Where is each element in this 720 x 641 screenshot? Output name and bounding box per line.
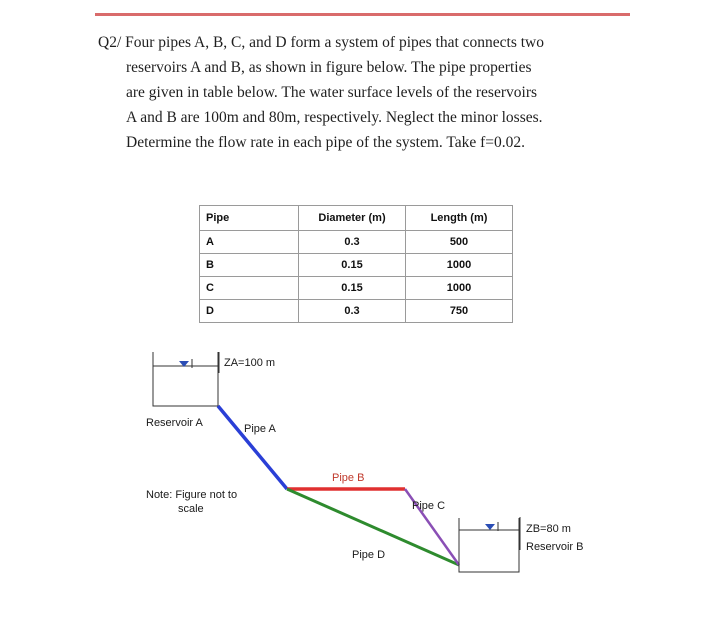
reservoir-a-label: Reservoir A <box>146 417 203 429</box>
note-line-1: Note: Figure not to <box>146 489 238 501</box>
header-pipe: Pipe <box>200 206 299 231</box>
zb-label: ZB=80 m <box>526 523 571 535</box>
question-line-2: reservoirs A and B, as shown in figure below. The pipe properties <box>126 59 532 76</box>
cell-pipe: A <box>200 231 299 254</box>
cell-pipe: D <box>200 300 299 323</box>
cell-pipe: B <box>200 254 299 277</box>
cell-length: 750 <box>406 300 513 323</box>
cell-diameter: 0.3 <box>299 231 406 254</box>
question-line-5: Determine the flow rate in each pipe of the system. Take f=0.02. <box>126 134 526 151</box>
question-line-1: Q2/ Four pipes A, B, C, and D form a system of pipes that connects two <box>98 34 545 51</box>
header-diameter: Diameter (m) <box>299 206 406 231</box>
cell-diameter: 0.15 <box>299 254 406 277</box>
cell-length: 500 <box>406 231 513 254</box>
reservoir-b-label: Reservoir B <box>526 541 584 553</box>
question-line-3: are given in table below. The water surface levels of the reservoirs <box>126 84 538 101</box>
pipe-a-line <box>218 406 287 489</box>
pipe-b-label: Pipe B <box>332 472 365 484</box>
pipe-c-label: Pipe C <box>412 500 446 512</box>
header-length: Length (m) <box>406 206 513 231</box>
cell-length: 1000 <box>406 277 513 300</box>
note-line-2: scale <box>178 503 204 515</box>
cell-pipe: C <box>200 277 299 300</box>
pipe-a-label: Pipe A <box>244 423 276 435</box>
water-surface-b-icon <box>485 524 495 530</box>
reservoir-a-tank <box>153 352 218 406</box>
pipe-d-label: Pipe D <box>352 549 386 561</box>
cell-diameter: 0.3 <box>299 300 406 323</box>
cell-length: 1000 <box>406 254 513 277</box>
question-line-4: A and B are 100m and 80m, respectively. Neglect the minor losses. <box>126 109 543 126</box>
cell-diameter: 0.15 <box>299 277 406 300</box>
za-label: ZA=100 m <box>224 357 276 369</box>
